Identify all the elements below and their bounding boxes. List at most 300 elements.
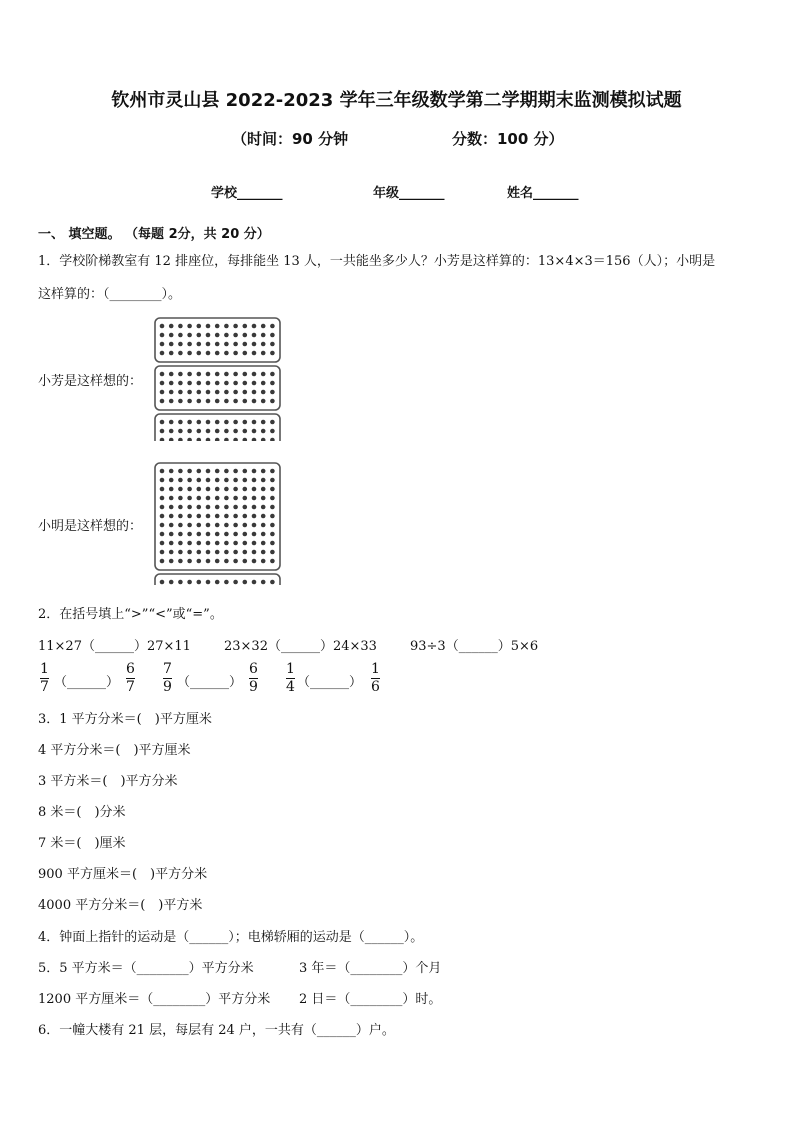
dot — [187, 505, 192, 510]
dot — [243, 469, 248, 474]
dot — [224, 324, 229, 329]
dot — [187, 324, 192, 329]
dot — [261, 372, 266, 377]
dot — [243, 351, 248, 356]
xiaofang-label: 小芳是这样想的： — [38, 374, 143, 389]
dot — [233, 420, 238, 425]
dot — [187, 351, 192, 356]
dot — [169, 333, 174, 338]
dot — [197, 580, 202, 585]
dot — [215, 580, 220, 585]
question-1-line-2: 这样算的：（________）。 — [38, 287, 182, 302]
dot — [215, 487, 220, 492]
dot — [261, 429, 266, 434]
dot — [169, 420, 174, 425]
compare-item-3: 93÷3（______）5×6 — [410, 639, 539, 654]
dot — [270, 505, 275, 510]
dot — [197, 487, 202, 492]
dot — [178, 523, 183, 528]
dot — [243, 505, 248, 510]
dot — [160, 505, 165, 510]
dot — [206, 550, 211, 555]
dot — [270, 429, 275, 434]
dot — [243, 580, 248, 585]
dot — [169, 478, 174, 483]
dot — [243, 324, 248, 329]
dot — [252, 342, 257, 347]
dot — [178, 487, 183, 492]
xiaofang-dot-diagram — [154, 317, 281, 441]
exam-score: 分数：100 分） — [452, 130, 564, 148]
dot — [187, 580, 192, 585]
dot — [233, 381, 238, 386]
dot — [233, 532, 238, 537]
fraction-1-4: 1 4 — [286, 661, 295, 695]
dot — [224, 372, 229, 377]
dot — [215, 496, 220, 501]
q3-line: 3．1 平方分米＝( )平方厘米 — [38, 712, 212, 727]
dot — [270, 342, 275, 347]
dot — [261, 532, 266, 537]
dot — [160, 541, 165, 546]
dot — [178, 469, 183, 474]
dot — [233, 333, 238, 338]
dot — [270, 580, 275, 585]
dot — [270, 324, 275, 329]
dot — [215, 469, 220, 474]
dot — [224, 532, 229, 537]
dot — [206, 372, 211, 377]
dot — [197, 550, 202, 555]
q3-line: 4 平方分米＝( )平方厘米 — [38, 743, 191, 758]
dot — [187, 333, 192, 338]
dot — [197, 505, 202, 510]
dot — [270, 487, 275, 492]
dot — [261, 559, 266, 564]
dot — [252, 381, 257, 386]
dot — [252, 478, 257, 483]
dot — [169, 372, 174, 377]
dot — [160, 580, 165, 585]
dot — [261, 580, 266, 585]
dot — [187, 420, 192, 425]
dot — [270, 550, 275, 555]
dot — [252, 532, 257, 537]
dot — [270, 523, 275, 528]
dot — [187, 342, 192, 347]
dot — [243, 372, 248, 377]
dot — [197, 324, 202, 329]
dot — [261, 390, 266, 395]
q3-line: 4000 平方分米＝( )平方米 — [38, 898, 203, 913]
dot — [178, 559, 183, 564]
dot — [160, 429, 165, 434]
fraction-1-6: 1 6 — [371, 661, 380, 695]
fraction-6-7: 6 7 — [126, 661, 135, 695]
dot — [206, 487, 211, 492]
dot — [178, 478, 183, 483]
dot — [261, 381, 266, 386]
dot — [178, 372, 183, 377]
dot — [206, 580, 211, 585]
dot — [215, 381, 220, 386]
dot — [197, 478, 202, 483]
dot — [243, 342, 248, 347]
dot — [160, 351, 165, 356]
dot — [187, 550, 192, 555]
dot — [169, 505, 174, 510]
compare-blank: （______） — [177, 675, 243, 690]
dot — [160, 381, 165, 386]
dot — [224, 351, 229, 356]
dot — [224, 420, 229, 425]
dot — [197, 496, 202, 501]
dot — [243, 541, 248, 546]
dot — [252, 420, 257, 425]
dot — [178, 381, 183, 386]
dot — [252, 372, 257, 377]
dot — [169, 469, 174, 474]
dot — [160, 372, 165, 377]
dot — [206, 420, 211, 425]
dot — [169, 429, 174, 434]
dot — [160, 532, 165, 537]
dot — [206, 469, 211, 474]
dot — [270, 541, 275, 546]
dot-group-frame — [155, 414, 280, 441]
dot — [160, 559, 165, 564]
dot — [224, 478, 229, 483]
dot — [169, 381, 174, 386]
dot — [187, 469, 192, 474]
dot — [197, 399, 202, 404]
dot — [224, 399, 229, 404]
dot — [215, 372, 220, 377]
dot — [160, 478, 165, 483]
dot — [187, 532, 192, 537]
dot — [215, 390, 220, 395]
dot — [206, 333, 211, 338]
dot — [215, 478, 220, 483]
dot — [261, 333, 266, 338]
dot — [224, 550, 229, 555]
dot — [187, 496, 192, 501]
dot — [197, 390, 202, 395]
dot — [178, 342, 183, 347]
dot — [243, 514, 248, 519]
dot — [243, 381, 248, 386]
dot — [243, 532, 248, 537]
dot — [215, 399, 220, 404]
dot — [252, 580, 257, 585]
dot — [215, 351, 220, 356]
dot — [215, 523, 220, 528]
dot — [197, 532, 202, 537]
dot — [187, 399, 192, 404]
dot — [206, 399, 211, 404]
q3-line: 7 米＝( )厘米 — [38, 836, 126, 851]
dot — [187, 514, 192, 519]
dot — [270, 559, 275, 564]
dot — [206, 351, 211, 356]
page-title: 钦州市灵山县 2022-2023 学年三年级数学第二学期期末监测模拟试题 — [111, 90, 682, 111]
dot — [224, 333, 229, 338]
dot — [243, 559, 248, 564]
dot — [261, 420, 266, 425]
question-1-line-1: 1．学校阶梯教室有 12 排座位，每排能坐 13 人，一共能坐多少人？小芳是这样算的：13×4×3＝156（人）；小明是 — [38, 254, 716, 269]
dot — [243, 478, 248, 483]
dot — [169, 532, 174, 537]
dot — [270, 514, 275, 519]
dot — [252, 487, 257, 492]
dot — [261, 487, 266, 492]
dot — [270, 372, 275, 377]
question-6: 6．一幢大楼有 21 层，每层有 24 户，一共有（______）户。 — [38, 1023, 395, 1038]
dot — [206, 532, 211, 537]
dot — [169, 399, 174, 404]
dot — [233, 429, 238, 434]
dot — [270, 420, 275, 425]
dot — [187, 390, 192, 395]
dot — [233, 469, 238, 474]
dot — [270, 333, 275, 338]
dot — [233, 390, 238, 395]
dot — [178, 541, 183, 546]
dot — [261, 342, 266, 347]
question-5-a: 5．5 平方米＝（________）平方分米 — [38, 961, 254, 976]
dot — [178, 399, 183, 404]
dot — [224, 469, 229, 474]
question-5-c: 1200 平方厘米＝（________）平方分米 — [38, 992, 271, 1007]
dot — [243, 429, 248, 434]
dot — [178, 532, 183, 537]
dot — [224, 580, 229, 585]
dot — [261, 351, 266, 356]
dot — [243, 487, 248, 492]
dot — [178, 390, 183, 395]
dot — [252, 550, 257, 555]
q3-line: 900 平方厘米＝( )平方分米 — [38, 867, 208, 882]
dot — [206, 429, 211, 434]
dot — [160, 514, 165, 519]
dot — [187, 372, 192, 377]
dot — [261, 399, 266, 404]
dot — [197, 420, 202, 425]
dot — [233, 559, 238, 564]
dot — [252, 541, 257, 546]
dot — [270, 399, 275, 404]
dot — [252, 324, 257, 329]
dot — [215, 541, 220, 546]
dot — [224, 429, 229, 434]
compare-blank: （______） — [54, 675, 120, 690]
dot — [178, 351, 183, 356]
fraction-1-7: 1 7 — [40, 661, 49, 695]
dot — [243, 550, 248, 555]
dot — [233, 523, 238, 528]
dot — [206, 390, 211, 395]
dot — [160, 496, 165, 501]
dot — [243, 496, 248, 501]
dot — [261, 469, 266, 474]
dot — [206, 514, 211, 519]
dot — [178, 505, 183, 510]
dot — [206, 559, 211, 564]
dot — [187, 478, 192, 483]
dot — [206, 381, 211, 386]
xiaoming-dot-diagram — [154, 462, 281, 585]
dot — [270, 351, 275, 356]
dot — [187, 523, 192, 528]
dot — [178, 550, 183, 555]
dot — [178, 580, 183, 585]
dot — [160, 333, 165, 338]
dot — [270, 390, 275, 395]
question-5-d: 2 日＝（________）时。 — [299, 992, 442, 1007]
dot — [215, 342, 220, 347]
dot — [187, 559, 192, 564]
dot — [215, 429, 220, 434]
dot — [169, 541, 174, 546]
dot — [233, 342, 238, 347]
dot — [206, 505, 211, 510]
dot — [169, 496, 174, 501]
dot — [160, 550, 165, 555]
dot — [160, 469, 165, 474]
dot — [252, 496, 257, 501]
fraction-6-9: 6 9 — [249, 661, 258, 695]
dot — [270, 381, 275, 386]
dot — [270, 532, 275, 537]
dot — [270, 469, 275, 474]
dot — [169, 390, 174, 395]
dot — [169, 580, 174, 585]
exam-time: （时间：90 分钟 — [232, 130, 349, 148]
dot — [252, 351, 257, 356]
dot — [252, 429, 257, 434]
dot — [169, 342, 174, 347]
dot — [252, 559, 257, 564]
section-heading: 一、 填空题。 （每题 2分，共 20 分） — [38, 227, 270, 242]
dot — [178, 324, 183, 329]
dot — [206, 342, 211, 347]
question-4: 4．钟面上指针的运动是（______）；电梯轿厢的运动是（______）。 — [38, 930, 424, 945]
dot — [233, 550, 238, 555]
dot — [206, 478, 211, 483]
dot — [206, 496, 211, 501]
dot — [243, 390, 248, 395]
dot — [261, 505, 266, 510]
dot — [252, 333, 257, 338]
dot — [233, 478, 238, 483]
dot — [261, 496, 266, 501]
dot — [215, 333, 220, 338]
dot — [224, 559, 229, 564]
dot — [197, 333, 202, 338]
dot — [197, 541, 202, 546]
dot — [233, 487, 238, 492]
dot — [215, 532, 220, 537]
dot — [261, 478, 266, 483]
question-5-b: 3 年＝（________）个月 — [299, 961, 442, 976]
dot — [233, 505, 238, 510]
dot — [178, 420, 183, 425]
dot — [169, 550, 174, 555]
dot — [252, 469, 257, 474]
name-field: 姓名_______ — [507, 186, 579, 201]
dot — [160, 487, 165, 492]
xiaoming-label: 小明是这样想的： — [38, 519, 143, 534]
dot — [160, 342, 165, 347]
dot — [261, 541, 266, 546]
dot — [252, 505, 257, 510]
dot — [233, 514, 238, 519]
dot — [233, 580, 238, 585]
dot — [197, 429, 202, 434]
dot — [197, 351, 202, 356]
dot — [224, 496, 229, 501]
dot — [270, 478, 275, 483]
dot — [187, 381, 192, 386]
dot — [270, 496, 275, 501]
dot — [224, 541, 229, 546]
dot — [206, 324, 211, 329]
dot — [261, 514, 266, 519]
dot — [252, 390, 257, 395]
dot — [178, 514, 183, 519]
dot — [243, 333, 248, 338]
dot — [261, 550, 266, 555]
dot — [187, 429, 192, 434]
dot — [261, 324, 266, 329]
dot — [252, 514, 257, 519]
dot — [224, 487, 229, 492]
dot — [215, 559, 220, 564]
dot — [160, 324, 165, 329]
dot — [215, 514, 220, 519]
dot — [206, 541, 211, 546]
dot — [252, 399, 257, 404]
q3-line: 8 米＝( )分米 — [38, 805, 126, 820]
dot — [169, 559, 174, 564]
dot — [169, 523, 174, 528]
grade-field: 年级_______ — [373, 186, 445, 201]
dot — [215, 505, 220, 510]
dot — [215, 324, 220, 329]
dot — [261, 523, 266, 528]
compare-blank: （______） — [297, 675, 363, 690]
dot — [197, 372, 202, 377]
dot — [169, 351, 174, 356]
dot — [197, 381, 202, 386]
dot — [224, 505, 229, 510]
dot — [160, 420, 165, 425]
dot — [233, 324, 238, 329]
dot — [197, 342, 202, 347]
dot — [178, 429, 183, 434]
dot — [243, 523, 248, 528]
dot — [187, 487, 192, 492]
dot — [224, 381, 229, 386]
dot — [233, 351, 238, 356]
dot — [206, 523, 211, 528]
dot — [197, 469, 202, 474]
dot — [224, 342, 229, 347]
dot — [160, 523, 165, 528]
question-2-intro: 2．在括号填上“>”“<”或“=”。 — [38, 607, 223, 622]
compare-item-1: 11×27（______）27×11 — [38, 639, 191, 654]
dot — [233, 372, 238, 377]
